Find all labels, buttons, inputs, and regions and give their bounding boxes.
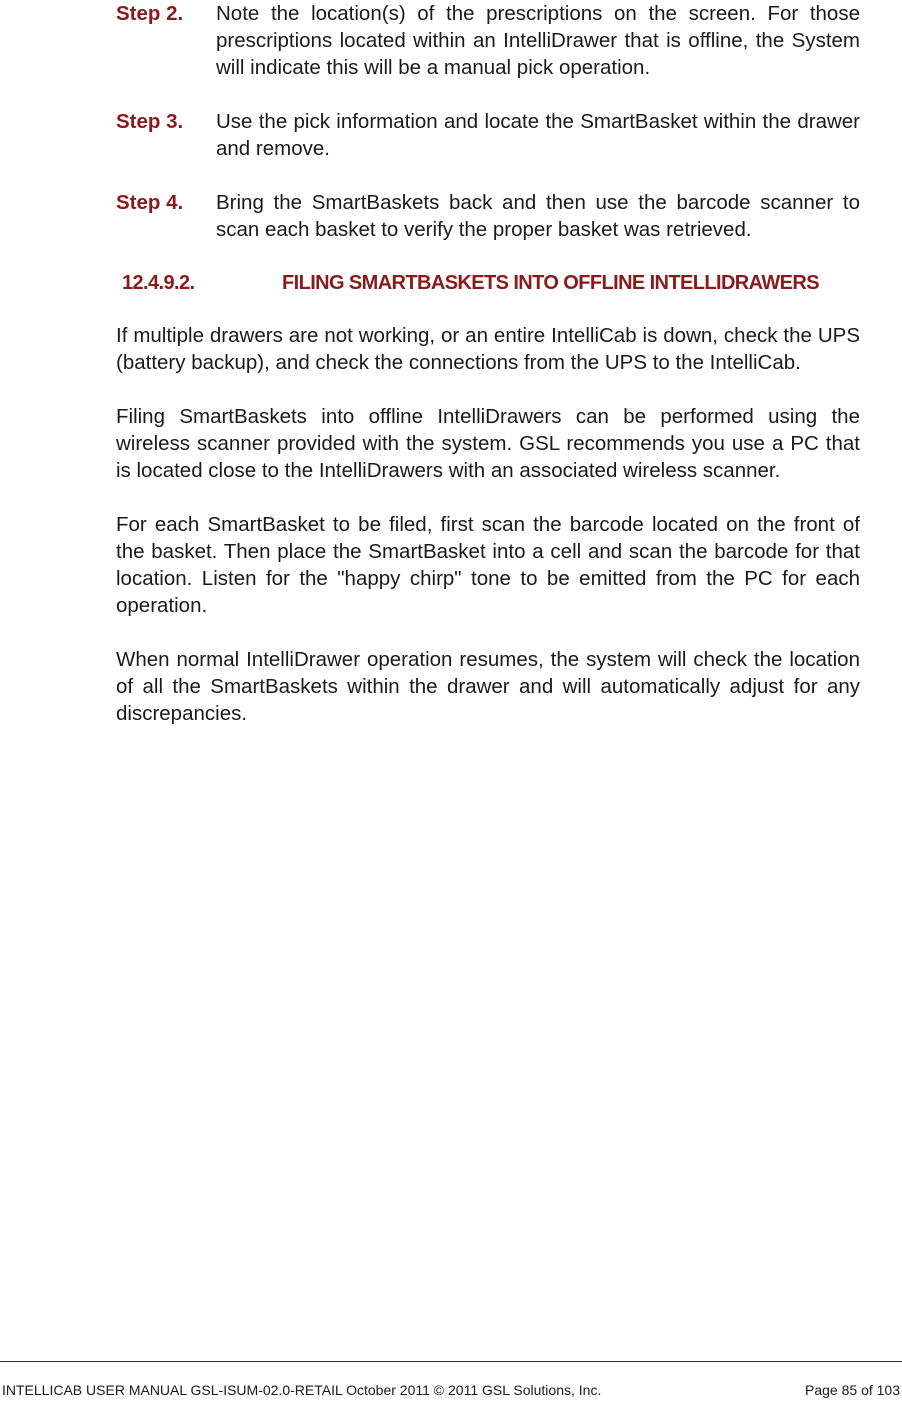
step-3-label: Step 3. <box>116 110 184 133</box>
section-title: FILING SMARTBASKETS INTO OFFLINE INTELLIDRAWERS <box>282 272 819 294</box>
paragraph-ups-check: If multiple drawers are not working, or an entire IntelliCab is down, check the UPS (battery backup), and check the connections from the UPS to the IntelliCab. <box>116 324 860 374</box>
section-number: 12.4.9.2. <box>122 272 195 294</box>
step-2-text: Note the location(s) of the prescriptions on the screen. For those prescriptions located within an IntelliDrawer that is offline, the System will indicate this will be a manual pick operation. <box>216 2 860 79</box>
step-2 <box>116 0 860 81</box>
step-4-label: Step 4. <box>116 191 184 214</box>
footer-manual-info: INTELLICAB USER MANUAL GSL-ISUM-02.0-RETAIL October 2011 © 2011 GSL Solutions, Inc. <box>2 1382 602 1398</box>
paragraph-normal-operation: When normal IntelliDrawer operation resumes, the system will check the location of all the SmartBaskets within the drawer and will automatically adjust for any discrepancies. <box>116 648 860 725</box>
section-heading <box>116 269 860 297</box>
paragraph-wireless-scanner: Filing SmartBaskets into offline IntelliDrawers can be performed using the wireless scanner provided with the system. GSL recommends you use a PC that is located close to the IntelliDrawers with an associated wireless scanner. <box>116 405 860 482</box>
page-footer <box>2 1381 900 1399</box>
step-4 <box>116 189 860 243</box>
footer-divider <box>0 1361 902 1362</box>
footer-page-number: Page 85 of 103 <box>805 1382 900 1398</box>
document-body <box>116 0 860 754</box>
paragraph-filing-procedure: For each SmartBasket to be filed, first scan the barcode located on the front of the basket. Then place the SmartBasket into a cell and scan the barcode for that location. Listen for the "happy chirp" tone to be emitted from the PC for each operation. <box>116 513 860 617</box>
step-4-text: Bring the SmartBaskets back and then use the barcode scanner to scan each basket to verify the proper basket was retrieved. <box>216 191 860 241</box>
step-3-text: Use the pick information and locate the SmartBasket within the drawer and remove. <box>216 110 860 160</box>
step-3 <box>116 108 860 162</box>
step-2-label: Step 2. <box>116 2 184 25</box>
